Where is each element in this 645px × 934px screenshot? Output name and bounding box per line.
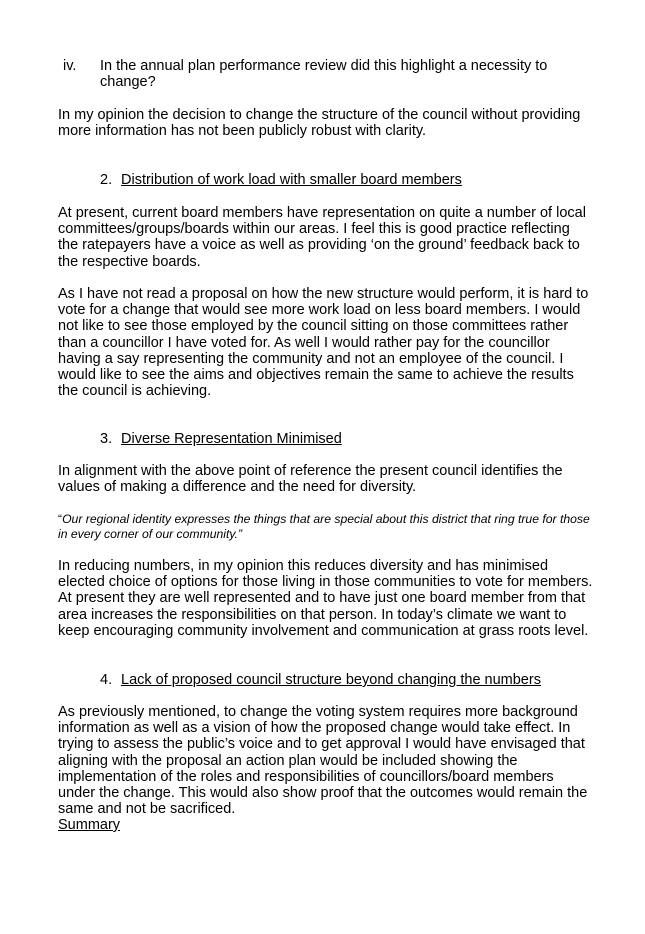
section-heading-4 (100, 672, 600, 688)
section-3-paragraph-1: In alignment with the above point of reference the present council identifies the values of making a difference and the need for diversity. (58, 463, 563, 496)
list-item-text: In the annual plan performance review did this highlight a necessity to change? (100, 58, 548, 91)
section-number: 4. (100, 672, 113, 688)
section-title: Lack of proposed council structure beyond changing the numbers (121, 672, 541, 688)
quote-text: Our regional identity expresses the things that are special about this district that ring true for those in every corner of our community.” (58, 512, 590, 541)
summary-heading: Summary (58, 817, 121, 833)
section-title: Diverse Representation Minimised (121, 431, 342, 447)
district-identity-quote (58, 512, 598, 542)
intro-paragraph: In my opinion the decision to change the structure of the council without providing more information has not been publicly robust with clarity. (58, 107, 581, 140)
section-3-paragraph-2: In reducing numbers, in my opinion this reduces diversity and has minimised elected choice of options for those living in those communities to vote for members. At present they are well represented and to have just one board member from that area increases the responsibilities on that person. In today’s climate we want to keep encouraging community involvement and communication at grass roots level. (58, 558, 593, 639)
section-2-paragraph-1: At present, current board members have representation on quite a number of local committees/groups/boards within our areas. I feel this is good practice reflecting the ratepayers have a voice as well as providing ‘on the ground’ feedback back to the respective boards. (58, 205, 586, 270)
section-4-paragraph-1: As previously mentioned, to change the voting system requires more background information as well as a vision of how the proposed change would take effect. In trying to assess the public’s voice and to get approval I would have envisaged that aligning with the proposal an action plan would be included showing the implementation of the roles and responsibilities of councillors/board members under the change. This would also show proof that the outcomes would remain the same and not be sacrificed. (58, 704, 588, 818)
quote-open-mark: “ (58, 512, 63, 526)
section-number: 2. (100, 172, 113, 188)
section-number: 3. (100, 431, 113, 447)
list-numeral: iv. (63, 58, 77, 74)
section-2-paragraph-2: As I have not read a proposal on how the new structure would perform, it is hard to vote for a change that would see more work load on less board members. I would not like to see those employed by the council sitting on those committees rather than a councillor I have voted for. As well I would rather pay for the councillor having a say representing the community and not an employee of the council. I would like to see the aims and objectives remain the same to achieve the results the council is achieving. (58, 286, 589, 400)
section-title: Distribution of work load with smaller board members (121, 172, 462, 188)
section-heading-3 (100, 431, 600, 447)
section-heading-2 (100, 172, 600, 188)
